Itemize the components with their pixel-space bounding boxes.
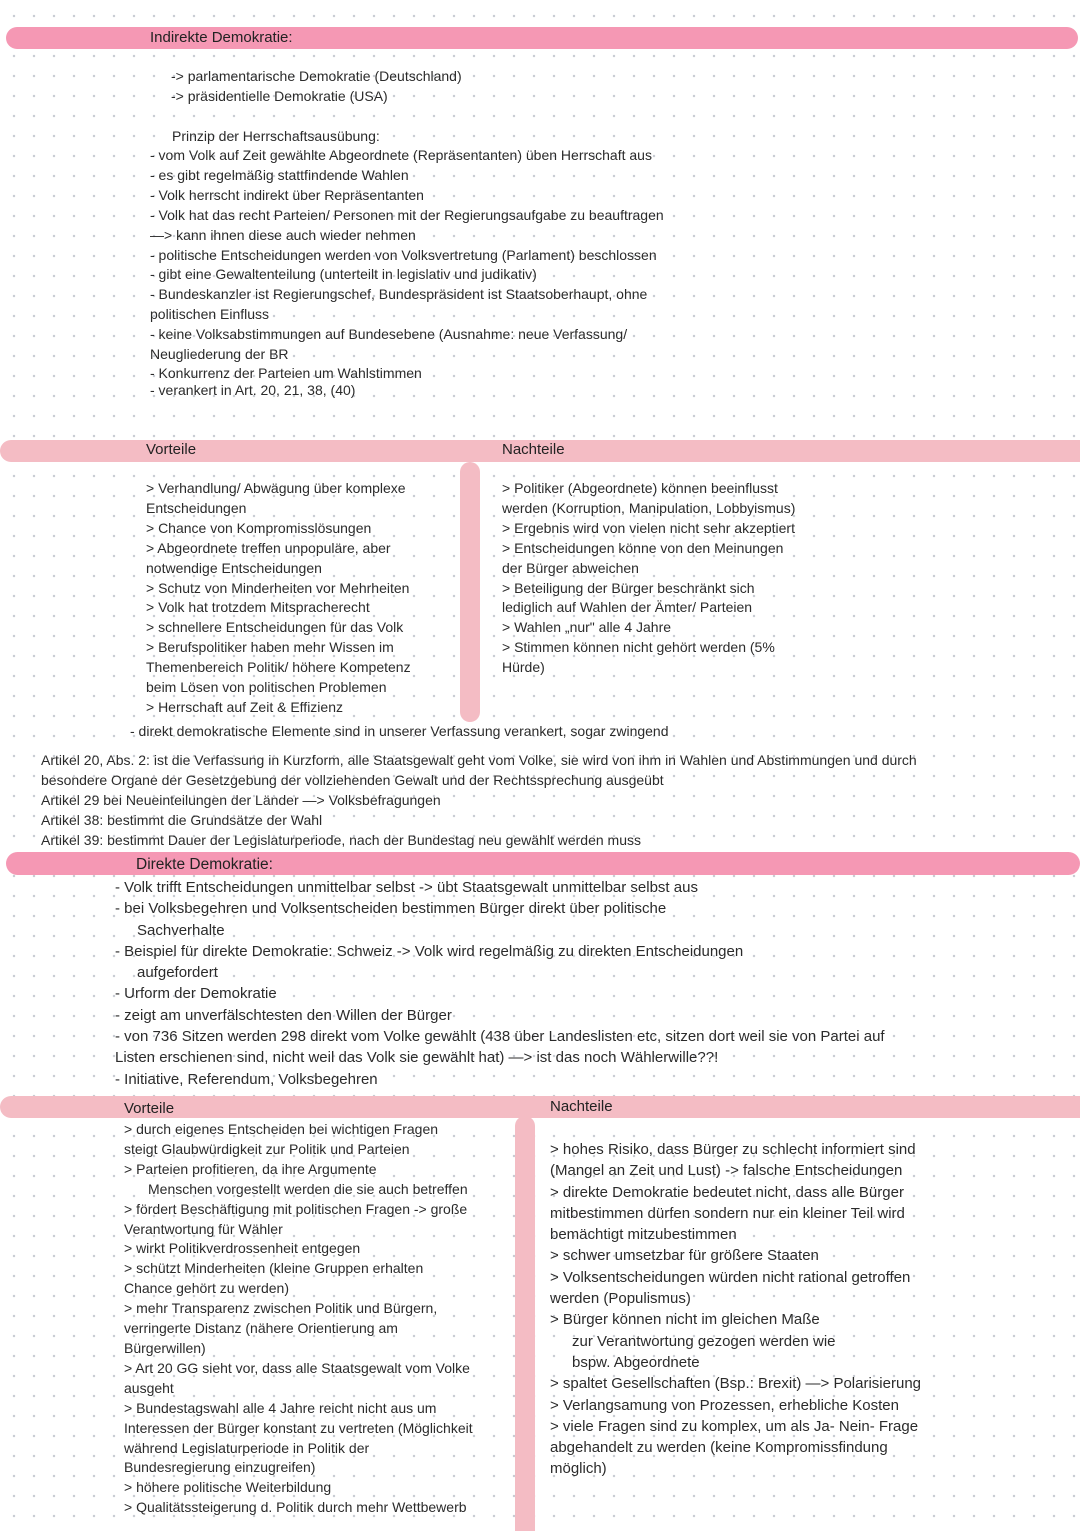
principle-line: - politische Entscheidungen werden von Volksvertretung (Parlament) beschlossen <box>150 246 657 263</box>
pro-line: Entscheidungen <box>146 499 247 516</box>
con-line: werden (Korruption, Manipulation, Lobbyismus) <box>502 499 796 516</box>
pro-line: Themenbereich Politik/ höhere Kompetenz <box>146 659 411 676</box>
direct-point-line: - von 736 Sitzen werden 298 direkt vom Volke gewählt (438 über Landeslisten etc, sitzen dort weil sie von Partei auf <box>115 1028 885 1046</box>
con-line: > hohes Risiko, dass Bürger zu schlecht informiert sind <box>550 1141 916 1158</box>
indirect-cons-list <box>502 479 795 678</box>
pro-line: Interessen der Bürger konstant zu vertreten (Möglichkeit <box>124 1419 473 1436</box>
con-line: lediglich auf Wahlen der Ämter/ Parteien <box>502 599 753 616</box>
pro-line: verringerte Distanz (nähere Orientierung am <box>124 1320 398 1337</box>
con-line: > Wahlen „nur" alle 4 Jahre <box>502 619 672 636</box>
direct-points <box>115 877 885 1090</box>
direct-divider <box>515 1116 535 1531</box>
con-line: der Bürger abweichen <box>502 559 639 576</box>
indirect-principles <box>150 146 664 399</box>
direct-point-line: aufgefordert <box>137 964 218 982</box>
pro-line: > Volk hat trotzdem Mitspracherecht <box>146 599 370 616</box>
pro-line: > Verhandlung/ Abwägung über komplexe <box>146 480 406 496</box>
pro-line: > Berufspolitiker haben mehr Wissen im <box>146 639 394 656</box>
direct-point-line: Sachverhalte <box>137 921 225 939</box>
pro-line: > Abgeordnete treffen unpopuläre, aber <box>146 539 391 556</box>
direct-cons-list <box>550 1139 921 1480</box>
con-line: > spaltet Gesellschaften (Bsp.: Brexit) —> Polarisierung <box>550 1375 922 1393</box>
article-line: Artikel 29 bei Neueinteilungen der Länder —> Volksbefragungen <box>41 791 441 808</box>
pro-line: während Legislaturperiode in Politik der <box>124 1439 370 1456</box>
pro-line: > schützt Minderheiten (kleine Gruppen erhalten <box>124 1260 424 1277</box>
con-line: mitbestimmen dürfen sondern nur ein kleiner Teil wird <box>550 1204 905 1222</box>
principle-line: - es gibt regelmäßig stattfindende Wahlen <box>150 166 409 183</box>
direct-pros-list <box>124 1120 473 1518</box>
indirect-cons-title: Nachteile <box>502 441 565 458</box>
principle-line: Neugliederung der BR <box>150 346 289 363</box>
pro-line: > Schutz von Minderheiten vor Mehrheiten <box>146 579 410 596</box>
pro-line: Menschen vorgestellt werden die sie auch betreffen <box>148 1180 468 1197</box>
pro-line: Bürgerwillen) <box>124 1339 206 1356</box>
direct-point-line: - Initiative, Referendum, Volksbegehren <box>115 1070 378 1088</box>
principle-line: - keine Volksabstimmungen auf Bundesebene (Ausnahme: neue Verfassung/ <box>150 326 628 343</box>
con-line: > Beteiligung der Bürger beschränkt sich <box>502 579 755 596</box>
con-line: > Bürger können nicht im gleichen Maße <box>550 1311 820 1329</box>
indirect-note: - direkt demokratische Elemente sind in unserer Verfassung verankert, sogar zwingend <box>130 723 669 739</box>
con-line: bemächtigt mitzubestimmen <box>550 1226 737 1244</box>
pro-line: > durch eigenes Entscheiden bei wichtigen Fragen <box>124 1121 439 1137</box>
pro-line: > Bundestagswahl alle 4 Jahre reicht nicht aus um <box>124 1399 437 1416</box>
pro-line: > wirkt Politikverdrossenheit entgegen <box>124 1240 361 1257</box>
indirect-types <box>171 67 462 107</box>
direct-point-line: - bei Volksbegehren und Volksentscheiden bestimmen Bürger direkt über politische <box>115 900 667 918</box>
principle-line: - Volk hat das recht Parteien/ Personen mit der Regierungsaufgabe zu beauftragen <box>150 206 664 223</box>
pro-line: steigt Glaubwürdigkeit zur Politik und Parteien <box>124 1140 410 1157</box>
pro-line: > Herrschaft auf Zeit & Effizienz <box>146 698 343 715</box>
indirect-pros-list <box>146 479 411 718</box>
con-line: > direkte Demokratie bedeutet nicht, dass alle Bürger <box>550 1183 904 1201</box>
con-line: bspw. Abgeordnete <box>572 1353 700 1371</box>
article-line: Artikel 38: bestimmt die Grundsätze der Wahl <box>41 811 323 828</box>
pro-line: > Art 20 GG sieht vor, dass alle Staatsgewalt vom Volke <box>124 1359 470 1376</box>
type-line: -> präsidentielle Demokratie (USA) <box>171 87 388 104</box>
con-line: abgehandelt zu werden (keine Kompromissfindung <box>550 1439 888 1457</box>
principle-title: Prinzip der Herrschaftsausübung: <box>172 128 380 144</box>
articles-list <box>41 751 917 851</box>
con-line: > Politiker (Abgeordnete) können beeinflusst <box>502 480 778 496</box>
principle-line: - Bundeskanzler ist Regierungschef, Bundespräsident ist Staatsoberhaupt, ohne <box>150 286 648 303</box>
pro-line: > Qualitätssteigerung d. Politik durch mehr Wettbewerb <box>124 1499 467 1516</box>
con-line: zur Verantwortung gezogen werden wie <box>572 1332 836 1350</box>
con-line: > schwer umsetzbar für größere Staaten <box>550 1247 819 1265</box>
pro-line: Verantwortung für Wähler <box>124 1220 283 1237</box>
principle-line: politischen Einfluss <box>150 306 270 323</box>
principle-line: - Volk herrscht indirekt über Repräsentanten <box>150 186 424 203</box>
pro-line: > Chance von Kompromisslösungen <box>146 519 372 536</box>
principle-line: - verankert in Art. 20, 21, 38, (40) <box>150 381 356 398</box>
direct-cons-title: Nachteile <box>550 1098 613 1115</box>
pro-line: > höhere politische Weiterbildung <box>124 1479 332 1496</box>
principle-line: - gibt eine Gewaltenteilung (unterteilt in legislativ und judikativ) <box>150 266 537 283</box>
pro-line: > fördert Beschäftigung mit politischen Fragen -> große <box>124 1200 468 1217</box>
con-line: > Ergebnis wird von vielen nicht sehr akzeptiert <box>502 519 795 536</box>
principle-line: - Konkurrenz der Parteien um Wahlstimmen <box>150 364 422 381</box>
direct-point-line: - Volk trifft Entscheidungen unmittelbar selbst -> übt Staatsgewalt unmittelbar selbst aus <box>115 879 698 896</box>
indirect-divider <box>460 462 480 722</box>
pro-line: Bundesregierung einzugreifen) <box>124 1459 316 1476</box>
con-line: > Stimmen können nicht gehört werden (5% <box>502 639 775 656</box>
article-line: Artikel 20, Abs. 2: ist die Verfassung in Kurzform, alle Staatsgewalt geht vom Volke, sie wird von ihm in Wahlen und Abstimmungen und durch <box>41 752 917 768</box>
direct-point-line: - zeigt am unverfälschtesten den Willen der Bürger <box>115 1006 452 1024</box>
indirect-pros-title: Vorteile <box>146 441 197 458</box>
type-line: -> parlamentarische Demokratie (Deutschland) <box>171 68 462 84</box>
con-line: werden (Populismus) <box>550 1290 691 1308</box>
article-line: besondere Organe der Gesetzgebung der vollziehenden Gewalt und der Rechtssprechung ausgeübt <box>41 771 664 788</box>
direct-pros-title: Vorteile <box>124 1100 175 1117</box>
con-line: > Verlangsamung von Prozessen, erhebliche Kosten <box>550 1396 899 1414</box>
con-line: > Entscheidungen könne von den Meinungen <box>502 539 784 556</box>
con-line: (Mangel an Zeit und Lust) -> falsche Entscheidungen <box>550 1162 903 1180</box>
con-line: möglich) <box>550 1460 607 1478</box>
con-line: Hürde) <box>502 659 545 676</box>
direct-point-line: - Urform der Demokratie <box>115 985 277 1003</box>
con-line: > Volksentscheidungen würden nicht rational getroffen <box>550 1268 911 1286</box>
pro-line: > Parteien profitieren, da ihre Argumente <box>124 1160 377 1177</box>
principle-line: - vom Volk auf Zeit gewählte Abgeordnete (Repräsentanten) üben Herrschaft aus <box>150 147 652 163</box>
pro-line: ausgeht <box>124 1379 174 1396</box>
direct-point-line: - Beispiel für direkte Demokratie: Schweiz -> Volk wird regelmäßig zu direkten Entscheidungen <box>115 942 744 960</box>
pro-line: > mehr Transparenz zwischen Politik und Bürgern, <box>124 1300 438 1317</box>
con-line: > viele Fragen sind zu komplex, um als Ja- Nein- Frage <box>550 1417 919 1435</box>
pro-line: Chance gehört zu werden) <box>124 1280 289 1297</box>
pro-line: > schnellere Entscheidungen für das Volk <box>146 619 404 636</box>
pro-line: beim Lösen von politischen Problemen <box>146 679 387 696</box>
principle-line: —> kann ihnen diese auch wieder nehmen <box>150 226 416 243</box>
indirect-title: Indirekte Demokratie: <box>150 29 293 46</box>
pro-line: notwendige Entscheidungen <box>146 559 322 576</box>
direct-title: Direkte Demokratie: <box>136 856 273 873</box>
direct-point-line: Listen erschienen sind, nicht weil das Volk sie gewählt hat) —> ist das noch Wählerwille??! <box>115 1049 719 1067</box>
article-line: Artikel 39: bestimmt Dauer der Legislaturperiode, nach der Bundestag neu gewählt werden muss <box>41 831 641 848</box>
